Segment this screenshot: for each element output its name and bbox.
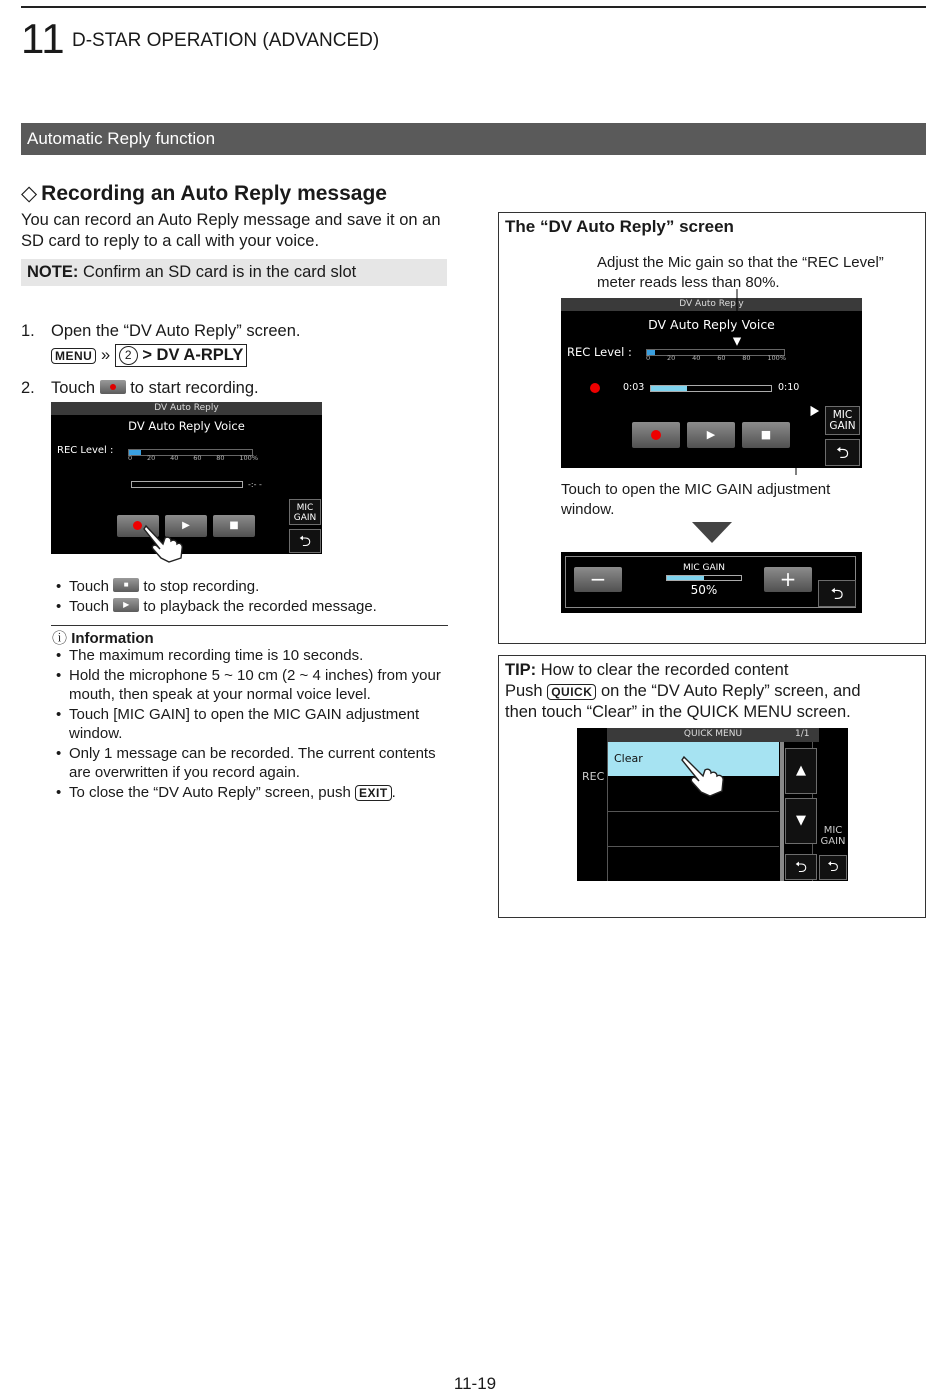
- dv-auto-reply-screen-small: [51, 402, 322, 554]
- menu-path-box: [115, 344, 248, 367]
- down-triangle-icon: [692, 522, 732, 543]
- chapter-number: 11: [21, 15, 65, 62]
- info-heading: [52, 627, 154, 648]
- caption-top: Adjust the Mic gain so that the “REC Level” meter reads less than 80%.: [597, 254, 884, 291]
- down-arrow-icon[interactable]: ▼: [785, 798, 817, 844]
- progress-bar: [131, 481, 243, 488]
- rec-level-scale: 0 20 40 60 80 100%: [646, 354, 786, 362]
- screen-title-bar: DV Auto Reply: [51, 402, 322, 415]
- hand-pointer-icon: [681, 754, 733, 802]
- rec-level-label: REC Level :: [57, 445, 114, 456]
- screen-title-bar: DV Auto Reply: [561, 298, 862, 311]
- info-icon: ⓘ: [52, 630, 68, 647]
- stop-button-icon: ■: [113, 578, 139, 592]
- step2-text: [51, 379, 259, 398]
- mic-gain-button[interactable]: MIC GAIN: [825, 406, 860, 435]
- note-label: NOTE:: [27, 263, 79, 281]
- bullet-play: • Touch ▶ to playback the recorded message.: [52, 597, 452, 617]
- page-number: 11-19: [453, 1374, 497, 1393]
- mic-gain-fill: [667, 576, 704, 580]
- step2-post: to start recording.: [130, 379, 259, 397]
- return-icon[interactable]: ⮌: [825, 439, 860, 466]
- rec-level-scale: 0 20 40 60 80 100%: [128, 454, 258, 462]
- caption-bottom: Touch to open the MIC GAIN adjustment window.: [561, 481, 831, 518]
- menu-item-clear[interactable]: Clear: [608, 742, 779, 776]
- info-divider: [51, 625, 448, 626]
- bullet-stop: • Touch ■ to stop recording.: [52, 577, 452, 597]
- info-item: • Hold the microphone 5 ~ 10 cm (2 ~ 4 inches) from your mouth, then speak at your normal voice level.: [52, 666, 452, 705]
- total-time: 0:10: [778, 382, 800, 393]
- diamond-icon: ◇: [21, 182, 38, 205]
- quick-menu-screen: [577, 728, 848, 881]
- screen-heading: DV Auto Reply Voice: [648, 317, 775, 332]
- record-icon: [133, 521, 142, 530]
- rec-label: REC: [582, 770, 605, 783]
- menu-path-text: > DV A-RPLY: [142, 346, 244, 364]
- stop-icon: ■: [229, 520, 239, 531]
- elapsed-time: 0:03: [623, 382, 645, 393]
- time-display: -:- -: [248, 480, 262, 489]
- section-title: Automatic Reply function: [21, 123, 926, 155]
- note-text: Confirm an SD card is in the card slot: [82, 263, 357, 281]
- info-list: [52, 646, 452, 802]
- step1-text: Open the “DV Auto Reply” screen.: [51, 322, 301, 340]
- return-icon[interactable]: ⮌: [819, 855, 847, 880]
- rec-level-label: REC Level :: [567, 345, 632, 359]
- menu-key: MENU: [51, 348, 96, 364]
- note-box: [21, 259, 447, 286]
- record-button-icon: [100, 380, 126, 394]
- info-item: • To close the “DV Auto Reply” screen, push EXIT .: [52, 783, 452, 803]
- info-title: Information: [71, 630, 154, 647]
- exit-key: EXIT: [355, 785, 392, 801]
- mic-gain-meter: [666, 575, 742, 581]
- callout-lines: [555, 285, 865, 480]
- touch-bullets: [52, 577, 452, 616]
- stop-icon: ■: [760, 428, 772, 441]
- mic-gain-value: 50%: [690, 583, 718, 597]
- mic-gain-button[interactable]: MIC GAIN: [289, 499, 321, 525]
- return-icon[interactable]: ⮌: [289, 529, 321, 553]
- dv-box-title: The “DV Auto Reply” screen: [505, 217, 734, 236]
- tip-text: TIP: How to clear the recorded content Push QUICK on the “DV Auto Reply” screen, and then touch “Clear” in the QUICK MENU screen.: [505, 661, 861, 721]
- path-arrow: »: [100, 346, 111, 364]
- return-icon[interactable]: ⮌: [785, 854, 817, 880]
- mic-gain-label: MIC GAIN: [682, 563, 726, 573]
- quick-menu-title: QUICK MENU: [683, 729, 743, 739]
- mic-gain-label: MIC GAIN: [820, 825, 846, 847]
- step2-number: 2.: [21, 379, 35, 397]
- circled-number: 2: [119, 346, 138, 365]
- play-button-icon: ▶: [113, 598, 139, 612]
- subsection-heading: [21, 181, 387, 206]
- mic-gain-window: [561, 552, 862, 613]
- info-item: • Only 1 message can be recorded. The current contents are overwritten if you record again.: [52, 744, 452, 783]
- step2-pre: Touch: [51, 379, 96, 397]
- screen-heading: DV Auto Reply Voice: [128, 419, 245, 433]
- step1-number: 1.: [21, 322, 35, 340]
- header-rule: [21, 6, 926, 8]
- step1-path: [51, 344, 247, 367]
- intro-text: You can record an Auto Reply message and save it on an SD card to reply to a call with your voice.: [21, 211, 441, 250]
- stop-button[interactable]: [213, 515, 255, 537]
- play-icon: ▶: [182, 520, 190, 531]
- quick-key: QUICK: [547, 684, 596, 700]
- play-icon: ▶: [706, 428, 716, 441]
- chapter-title: D-STAR OPERATION (ADVANCED): [72, 30, 380, 51]
- return-icon[interactable]: ⮌: [818, 580, 856, 607]
- tip-label: TIP:: [505, 661, 537, 679]
- subsection-title: Recording an Auto Reply message: [41, 182, 387, 205]
- info-item: • The maximum recording time is 10 seconds.: [52, 646, 452, 666]
- mic-gain-plus-button[interactable]: +: [764, 567, 812, 592]
- up-arrow-icon[interactable]: ▲: [785, 748, 817, 794]
- mic-gain-minus-button[interactable]: −: [574, 567, 622, 592]
- hand-pointer-icon: [143, 524, 191, 564]
- page-indicator: 1/1: [795, 729, 810, 739]
- tip-title: How to clear the recorded content: [540, 661, 789, 679]
- info-item: • Touch [MIC GAIN] to open the MIC GAIN adjustment window.: [52, 705, 452, 744]
